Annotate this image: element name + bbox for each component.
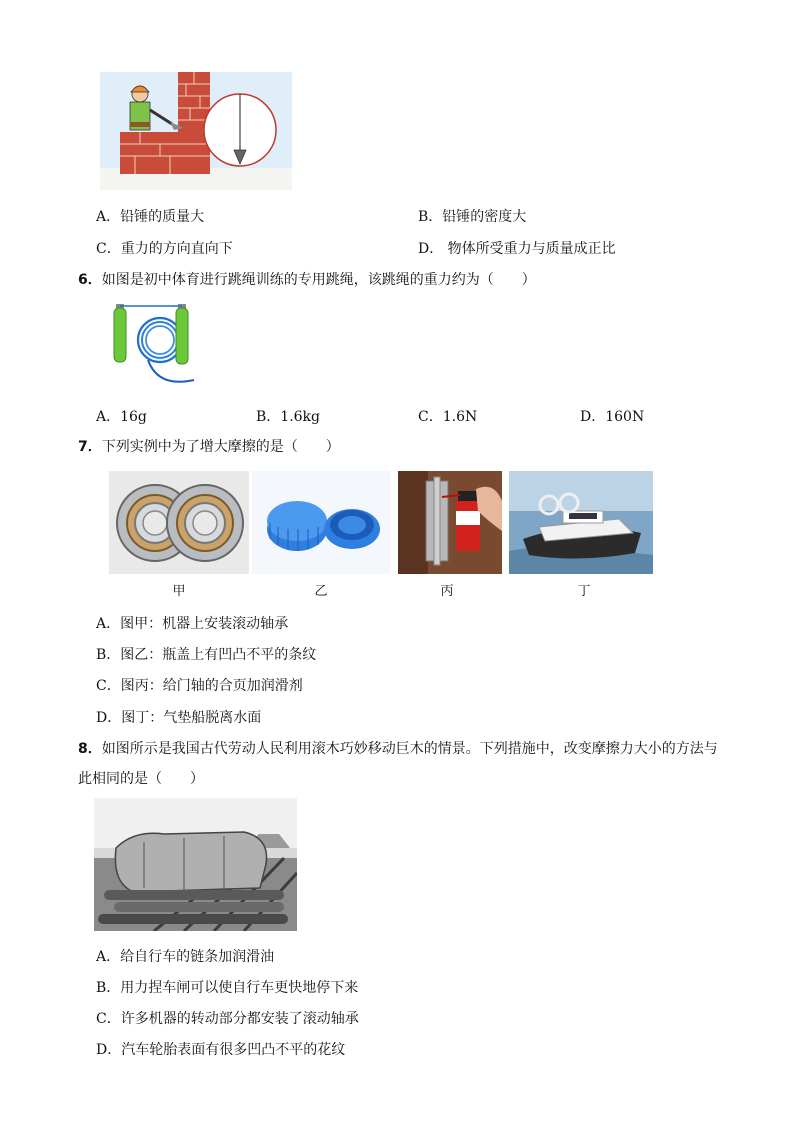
hovercraft-photo xyxy=(509,471,653,574)
q6-option-d[interactable]: D．160N xyxy=(580,409,645,425)
caption-bing: 丙 xyxy=(440,584,454,599)
q8-option-d[interactable]: D．汽车轮胎表面有很多凹凸不平的花纹 xyxy=(96,1042,346,1058)
rolling-logs-photo xyxy=(94,798,297,931)
q8-option-c[interactable]: C．许多机器的转动部分都安装了滚动轴承 xyxy=(96,1011,359,1027)
q6-question xyxy=(78,269,536,289)
q7-option-c[interactable]: C．图丙：给门轴的合页加润滑剂 xyxy=(96,678,303,694)
q6-option-b[interactable]: B．1.6kg xyxy=(256,409,320,425)
q5-option-b[interactable]: B．铅锤的密度大 xyxy=(418,209,527,225)
q5-option-c[interactable]: C．重力的方向直向下 xyxy=(96,241,233,257)
q6-option-a[interactable]: A．16g xyxy=(96,409,147,425)
q7-option-b[interactable]: B．图乙：瓶盖上有凹凸不平的条纹 xyxy=(96,647,317,663)
q8-number: 8． xyxy=(78,741,102,757)
jump-rope-figure xyxy=(108,296,204,396)
bricklayer-plumb-figure xyxy=(100,72,292,190)
q7-stem: 下列实例中为了增大摩擦的是（ ） xyxy=(101,439,340,455)
caption-ding: 丁 xyxy=(577,584,591,599)
q6-number: 6． xyxy=(78,272,102,288)
q8-stem-line1: 如图所示是我国古代劳动人民利用滚木巧妙移动巨木的情景。下列措施中，改变摩擦力大小的方法与 xyxy=(101,741,718,757)
caption-yi: 乙 xyxy=(314,584,328,599)
door-hinge-photo xyxy=(398,471,502,574)
q8-question-line1 xyxy=(78,738,718,758)
bottle-cap-photo xyxy=(252,471,390,574)
caption-jia: 甲 xyxy=(172,584,186,599)
q8-option-b[interactable]: B．用力捏车闸可以使自行车更快地停下来 xyxy=(96,980,359,996)
q8-question-line2: 此相同的是（ ） xyxy=(78,771,204,787)
q6-stem: 如图是初中体育进行跳绳训练的专用跳绳，该跳绳的重力约为（ ） xyxy=(101,272,536,288)
q7-option-d[interactable]: D．图丁：气垫船脱离水面 xyxy=(96,710,262,726)
q5-option-d[interactable]: D． 物体所受重力与质量成正比 xyxy=(418,241,616,257)
q7-option-a[interactable]: A．图甲：机器上安装滚动轴承 xyxy=(96,616,289,632)
bearing-photo xyxy=(109,471,249,574)
q5-option-a[interactable]: A．铅锤的质量大 xyxy=(96,209,205,225)
q7-question xyxy=(78,436,340,456)
q6-option-c[interactable]: C．1.6N xyxy=(418,409,478,425)
q7-number: 7． xyxy=(78,439,102,455)
q8-option-a[interactable]: A．给自行车的链条加润滑油 xyxy=(96,949,275,965)
